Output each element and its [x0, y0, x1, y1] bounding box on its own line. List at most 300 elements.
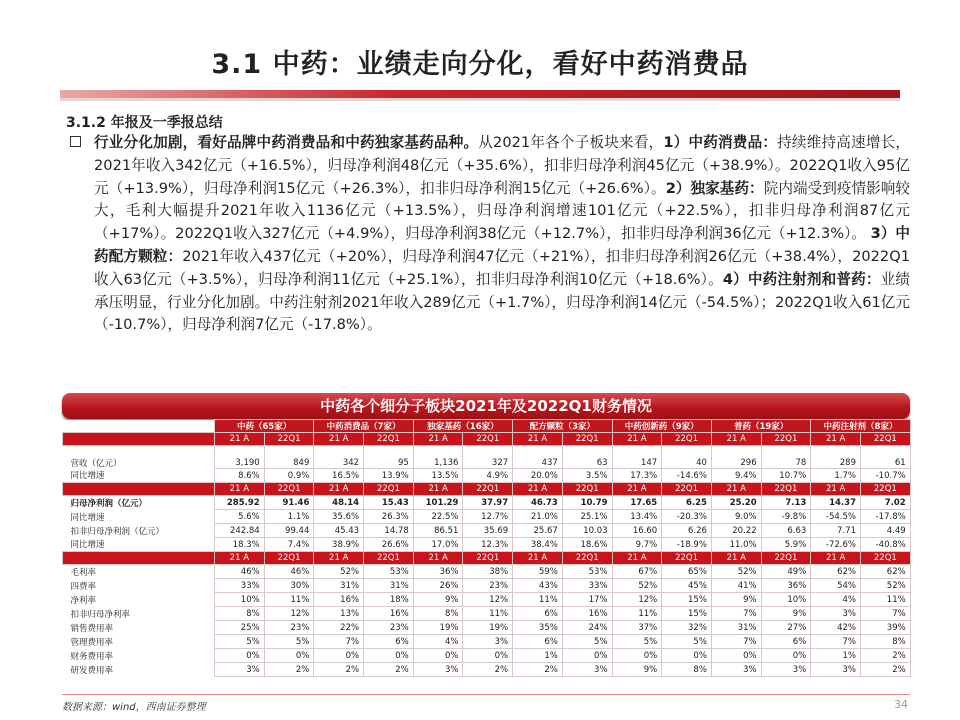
period-header: 22Q1 [562, 552, 612, 565]
table-cell: 37.97 [463, 496, 513, 510]
table-cell: 0% [215, 649, 265, 663]
table-cell: 37% [612, 621, 662, 635]
table-row [63, 469, 911, 483]
table-cell: 25.20 [711, 496, 761, 510]
row-label: 同比增速 [70, 540, 105, 551]
table-cell: 7% [811, 635, 861, 649]
table-cell: 3% [562, 663, 612, 677]
period-header: 22Q1 [662, 433, 712, 446]
table-cell: 13% [314, 607, 364, 621]
period-header: 22Q1 [761, 483, 811, 496]
table-cell: 17.3% [612, 469, 662, 483]
paragraph-segment: 2021年收入437亿元（+20%），归母净利润47亿元（+21%），扣非归母净利润26亿元（+38.4%），2022Q1收入63亿元（+3.5%），归母净利润11亿元（+25.1%），扣非归母净利润10亿元（+18.6%）。 [94, 247, 910, 288]
table-row [63, 649, 911, 663]
table-cell: 11.0% [711, 538, 761, 552]
table-cell: 10.7% [761, 469, 811, 483]
group-header: 中药消费品（7家） [314, 420, 413, 433]
section-subheading: 3.1.2 年报及一季报总结 [66, 115, 223, 131]
table-cell: 67% [612, 565, 662, 579]
table-cell: 2% [860, 649, 910, 663]
table-cell: 0% [662, 649, 712, 663]
table-cell: 2% [264, 663, 314, 677]
table-row [63, 524, 911, 538]
table-cell: 285.92 [215, 496, 265, 510]
table-row [63, 538, 911, 552]
table-cell: 11% [513, 593, 563, 607]
source-note: 数据来源：wind，西南证券整理 [62, 702, 206, 713]
table-cell: 17.0% [413, 538, 463, 552]
table-row [63, 446, 911, 469]
table-cell: 16% [562, 607, 612, 621]
table-cell: 12.3% [463, 538, 513, 552]
table-cell: 31% [364, 579, 414, 593]
table-cell: 12% [463, 593, 513, 607]
table-cell: 342 [314, 446, 364, 469]
table-cell: 10.03 [562, 524, 612, 538]
table-cell: 7.02 [860, 496, 910, 510]
table-row [63, 621, 911, 635]
period-header: 22Q1 [463, 483, 513, 496]
table-cell: 147 [612, 446, 662, 469]
period-header: 21 A [711, 483, 761, 496]
period-header-corner [63, 433, 215, 446]
table-cell: 32% [662, 621, 712, 635]
period-header: 22Q1 [463, 433, 513, 446]
period-header: 21 A [513, 552, 563, 565]
row-label: 营收（亿元） [70, 458, 122, 469]
table-cell: -14.6% [662, 469, 712, 483]
table-cell: 61 [860, 446, 910, 469]
table-cell: 62% [860, 565, 910, 579]
table-cell: -20.3% [662, 510, 712, 524]
table-cell: 40 [662, 446, 712, 469]
table-cell: 12.7% [463, 510, 513, 524]
table-cell: 27% [761, 621, 811, 635]
table-row [63, 593, 911, 607]
table-cell: 3% [463, 635, 513, 649]
table-cell: 18% [364, 593, 414, 607]
period-header-corner [63, 483, 215, 496]
table-cell: 5.6% [215, 510, 265, 524]
table-cell: 6% [761, 635, 811, 649]
period-header: 21 A [811, 552, 861, 565]
table-cell: 45.43 [314, 524, 364, 538]
period-header-corner [63, 552, 215, 565]
table-cell: 6% [513, 607, 563, 621]
table-cell: 296 [711, 446, 761, 469]
table-cell: 8% [215, 607, 265, 621]
period-header: 21 A [811, 483, 861, 496]
table-cell: 242.84 [215, 524, 265, 538]
table-cell: 91.46 [264, 496, 314, 510]
paragraph-bold-segment: 3）中药配方颗粒： [94, 225, 911, 265]
period-header: 21 A [513, 483, 563, 496]
table-cell: 0.9% [264, 469, 314, 483]
table-cell: 0% [364, 649, 414, 663]
table-cell: 5% [562, 635, 612, 649]
table-cell: 2% [860, 663, 910, 677]
table-cell: 62% [811, 565, 861, 579]
table-cell: 9.0% [711, 510, 761, 524]
table-cell: 6.26 [662, 524, 712, 538]
table-cell: 38% [463, 565, 513, 579]
table-cell: 59% [513, 565, 563, 579]
table-row [63, 579, 911, 593]
table-cell: 41% [711, 579, 761, 593]
table-cell: 23% [264, 621, 314, 635]
financial-table [62, 419, 911, 677]
period-header: 21 A [215, 552, 265, 565]
table-cell: 5.9% [761, 538, 811, 552]
period-header: 22Q1 [860, 552, 910, 565]
table-cell: 99.44 [264, 524, 314, 538]
table-cell: 14.37 [811, 496, 861, 510]
table-banner: 中药各个细分子板块2021年及2022Q1财务情况 [62, 393, 910, 419]
table-cell: 31% [711, 621, 761, 635]
table-cell: 0% [314, 649, 364, 663]
period-header: 21 A [513, 433, 563, 446]
period-header: 22Q1 [463, 552, 513, 565]
row-label: 管理费用率 [70, 637, 114, 648]
table-cell: 26% [413, 579, 463, 593]
table-cell: 18.6% [562, 538, 612, 552]
period-header: 22Q1 [761, 433, 811, 446]
table-cell: 46% [264, 565, 314, 579]
table-row [63, 496, 911, 510]
table-cell: 3% [215, 663, 265, 677]
paragraph-bold-segment: 2）独家基药： [665, 179, 764, 197]
table-cell: 3% [811, 663, 861, 677]
table-cell: 7.13 [761, 496, 811, 510]
table-cell: 36% [761, 579, 811, 593]
table-cell: -17.8% [860, 510, 910, 524]
table-cell: 7.71 [811, 524, 861, 538]
period-header: 22Q1 [662, 552, 712, 565]
table-cell: 46% [215, 565, 265, 579]
table-cell: 6.63 [761, 524, 811, 538]
table-cell: 7% [711, 635, 761, 649]
paragraph-bold-segment: 4）中药注射剂和普药： [722, 270, 881, 288]
table-row [63, 663, 911, 677]
table-cell: 13.4% [612, 510, 662, 524]
table-cell: 1% [513, 649, 563, 663]
table-cell: 2% [463, 663, 513, 677]
table-cell: 10.79 [562, 496, 612, 510]
group-header: 配方颗粒（3家） [513, 420, 612, 433]
table-cell: 3% [811, 607, 861, 621]
table-cell: 8% [413, 607, 463, 621]
table-cell: 17.65 [612, 496, 662, 510]
table-cell: 3% [413, 663, 463, 677]
table-cell: 9% [761, 607, 811, 621]
period-header: 22Q1 [364, 483, 414, 496]
table-cell: 9% [711, 593, 761, 607]
table-cell: 49% [761, 565, 811, 579]
table-cell: 3,190 [215, 446, 265, 469]
table-cell: 8.6% [215, 469, 265, 483]
table-cell: 3% [711, 663, 761, 677]
table-cell: -54.5% [811, 510, 861, 524]
table-cell: 13.9% [364, 469, 414, 483]
row-label: 归母净利润（亿元） [70, 498, 148, 509]
table-cell: 4% [413, 635, 463, 649]
table-cell: 43% [513, 579, 563, 593]
table-cell: 33% [562, 579, 612, 593]
table-cell: 9.7% [612, 538, 662, 552]
table-cell: 54% [811, 579, 861, 593]
table-cell: 25.67 [513, 524, 563, 538]
table-cell: 26.3% [364, 510, 414, 524]
table-cell: 1% [811, 649, 861, 663]
table-cell: 19% [413, 621, 463, 635]
paragraph-segment: 持续维持高速增长，2021年收入342亿元（+16.5%），归母净利润48亿元（+35.6%），扣非归母净利润45亿元（+38.9%）。2022Q1收入95亿元（+13.9%），归母净利润15亿元（+26.3%），扣非归母净利润15亿元（+26.6%）。 [94, 134, 910, 197]
table-cell: 78 [761, 446, 811, 469]
group-header: 中药（65家） [215, 420, 314, 433]
table-cell: 65% [662, 565, 712, 579]
table-cell: 12% [264, 607, 314, 621]
table-cell: 20.22 [711, 524, 761, 538]
table-row [63, 510, 911, 524]
period-header: 21 A [413, 552, 463, 565]
period-header-row [63, 433, 911, 446]
period-header-row [63, 483, 911, 496]
checkbox-bullet-icon [70, 136, 81, 147]
table-cell: 9% [413, 593, 463, 607]
period-header-row [63, 552, 911, 565]
table-cell: 86.51 [413, 524, 463, 538]
table-cell: 17% [562, 593, 612, 607]
table-cell: 38.4% [513, 538, 563, 552]
table-cell: 10% [761, 593, 811, 607]
paragraph-segment: 院内端受到疫情影响较大，毛利大幅提升2021年收入1136亿元（+13.5%），归母净利润增速101亿元（+22.5%），扣非归母净利润87亿元（+17%）。2022Q1收入327亿元（+4.9%），归母净利润38亿元（+12.7%），扣非归母净利润36亿元（+12.3%）。 [94, 179, 910, 243]
table-cell: 9% [612, 663, 662, 677]
table-cell: 11% [264, 593, 314, 607]
table-cell: 24% [562, 621, 612, 635]
table-cell: 25.1% [562, 510, 612, 524]
table-cell: 0% [562, 649, 612, 663]
table-cell: 5% [264, 635, 314, 649]
table-cell: 2% [513, 663, 563, 677]
table-cell: 4.49 [860, 524, 910, 538]
period-header: 22Q1 [662, 483, 712, 496]
period-header: 21 A [711, 552, 761, 565]
table-cell: 849 [264, 446, 314, 469]
table-cell: 18.3% [215, 538, 265, 552]
period-header: 21 A [612, 483, 662, 496]
table-cell: 16.60 [612, 524, 662, 538]
table-cell: 11% [612, 607, 662, 621]
period-header: 22Q1 [264, 433, 314, 446]
table-cell: 14.78 [364, 524, 414, 538]
summary-text [94, 132, 910, 337]
page-title: 3.1 中药：业绩走向分化，看好中药消费品 [211, 49, 749, 80]
table-cell: 30% [264, 579, 314, 593]
table-cell: 52% [711, 565, 761, 579]
period-header: 22Q1 [860, 433, 910, 446]
table-cell: 0% [463, 649, 513, 663]
table-cell: 13.5% [413, 469, 463, 483]
group-header: 普药（19家） [711, 420, 810, 433]
row-label: 同比增速 [70, 471, 105, 482]
paragraph-bold-segment: 1）中药消费品： [663, 134, 778, 151]
table-cell: 9.4% [711, 469, 761, 483]
table-cell: 36% [413, 565, 463, 579]
period-header: 21 A [314, 552, 364, 565]
paragraph-bold-segment: 行业分化加剧，看好品牌中药消费品和中药独家基药品种。 [94, 134, 479, 151]
table-cell: 2% [364, 663, 414, 677]
row-label: 扣非归母净利率 [70, 609, 131, 620]
table-cell: 0% [413, 649, 463, 663]
table-cell: 6.25 [662, 496, 712, 510]
table-cell: 12% [612, 593, 662, 607]
table-cell: 101.29 [413, 496, 463, 510]
period-header: 21 A [811, 433, 861, 446]
table-cell: 31% [314, 579, 364, 593]
table-cell: 95 [364, 446, 414, 469]
table-cell: 20.0% [513, 469, 563, 483]
table-cell: 21.0% [513, 510, 563, 524]
row-label: 四费率 [70, 581, 97, 592]
table-cell: 6% [513, 635, 563, 649]
paragraph-segment: 从2021年各个子板块来看， [478, 134, 664, 151]
table-cell: 7% [314, 635, 364, 649]
group-header: 中药注射剂（8家） [811, 420, 910, 433]
period-header: 22Q1 [761, 552, 811, 565]
row-label: 毛利率 [70, 567, 97, 578]
table-cell: 26.6% [364, 538, 414, 552]
table-cell: 33% [215, 579, 265, 593]
table-cell: 15.43 [364, 496, 414, 510]
period-header: 21 A [413, 433, 463, 446]
table-cell: 0% [264, 649, 314, 663]
period-header: 21 A [612, 433, 662, 446]
table-cell: 0% [711, 649, 761, 663]
period-header: 22Q1 [860, 483, 910, 496]
table-cell: 38.9% [314, 538, 364, 552]
table-cell: 437 [513, 446, 563, 469]
table-cell: 52% [314, 565, 364, 579]
table-row [63, 607, 911, 621]
row-label: 研发费用率 [70, 665, 114, 676]
period-header: 21 A [711, 433, 761, 446]
table-cell: -10.7% [860, 469, 910, 483]
table-cell: 52% [860, 579, 910, 593]
period-header: 22Q1 [562, 433, 612, 446]
table-cell: 8% [860, 635, 910, 649]
table-cell: 1.7% [811, 469, 861, 483]
group-header: 中药创新药（9家） [612, 420, 711, 433]
table-cell: 11% [463, 607, 513, 621]
group-header: 独家基药（16家） [413, 420, 512, 433]
footer-divider [62, 694, 910, 695]
table-cell: 53% [562, 565, 612, 579]
summary-paragraph [70, 132, 910, 337]
table-cell: 0% [612, 649, 662, 663]
table-cell: 45% [662, 579, 712, 593]
table-cell: 1,136 [413, 446, 463, 469]
period-header: 21 A [215, 433, 265, 446]
table-cell: 39% [860, 621, 910, 635]
table-cell: 16.5% [314, 469, 364, 483]
table-cell: 15% [662, 593, 712, 607]
table-cell: 19% [463, 621, 513, 635]
table-cell: 23% [364, 621, 414, 635]
table-cell: 25% [215, 621, 265, 635]
table-cell: 2% [314, 663, 364, 677]
period-header: 21 A [314, 483, 364, 496]
row-label: 净利率 [70, 595, 97, 606]
table-cell: 7.4% [264, 538, 314, 552]
table-row [63, 635, 911, 649]
financial-table-wrapper [62, 419, 910, 677]
table-cell: -72.6% [811, 538, 861, 552]
period-header: 22Q1 [562, 483, 612, 496]
table-cell: 5% [612, 635, 662, 649]
table-cell: 3% [761, 663, 811, 677]
period-header: 21 A [612, 552, 662, 565]
table-cell: 35.6% [314, 510, 364, 524]
table-cell: 7% [711, 607, 761, 621]
period-header: 21 A [215, 483, 265, 496]
table-cell: 4% [811, 593, 861, 607]
period-header: 22Q1 [364, 433, 414, 446]
table-cell: 23% [463, 579, 513, 593]
table-cell: 16% [364, 607, 414, 621]
table-cell: 0% [761, 649, 811, 663]
table-cell: 22% [314, 621, 364, 635]
row-label: 扣非归母净利润（亿元） [70, 526, 165, 537]
table-cell: 53% [364, 565, 414, 579]
paragraph-segment: 业绩承压明显，行业分化加剧。中药注射剂2021年收入289亿元（+1.7%），归母净利润14亿元（-54.5%）；2022Q1收入61亿元（-10.7%），归母净利润7亿元（-17.8%）。 [94, 270, 910, 334]
table-cell: 35.69 [463, 524, 513, 538]
table-cell: 327 [463, 446, 513, 469]
header-corner [63, 420, 215, 433]
table-cell: 4.9% [463, 469, 513, 483]
period-header: 22Q1 [264, 483, 314, 496]
title-underline-shadow [60, 98, 900, 101]
table-cell: 6% [364, 635, 414, 649]
row-label: 销售费用率 [70, 623, 114, 634]
period-header: 21 A [314, 433, 364, 446]
page-number: 34 [894, 698, 908, 711]
table-cell: 15% [662, 607, 712, 621]
table-cell: 63 [562, 446, 612, 469]
table-cell: 42% [811, 621, 861, 635]
table-cell: 5% [215, 635, 265, 649]
table-cell: 35% [513, 621, 563, 635]
table-cell: 1.1% [264, 510, 314, 524]
table-cell: 16% [314, 593, 364, 607]
period-header: 21 A [413, 483, 463, 496]
table-cell: 10% [215, 593, 265, 607]
period-header: 22Q1 [264, 552, 314, 565]
row-label: 同比增速 [70, 512, 105, 523]
title-underline [60, 90, 900, 98]
table-cell: 22.5% [413, 510, 463, 524]
table-cell: 46.73 [513, 496, 563, 510]
table-cell: 48.14 [314, 496, 364, 510]
table-cell: 5% [662, 635, 712, 649]
table-cell: 3.5% [562, 469, 612, 483]
table-cell: -18.9% [662, 538, 712, 552]
table-cell: 8% [662, 663, 712, 677]
table-cell: 11% [860, 593, 910, 607]
table-cell: -40.8% [860, 538, 910, 552]
row-label: 财务费用率 [70, 651, 114, 662]
table-cell: 289 [811, 446, 861, 469]
table-cell: 52% [612, 579, 662, 593]
group-header-row [63, 420, 911, 433]
